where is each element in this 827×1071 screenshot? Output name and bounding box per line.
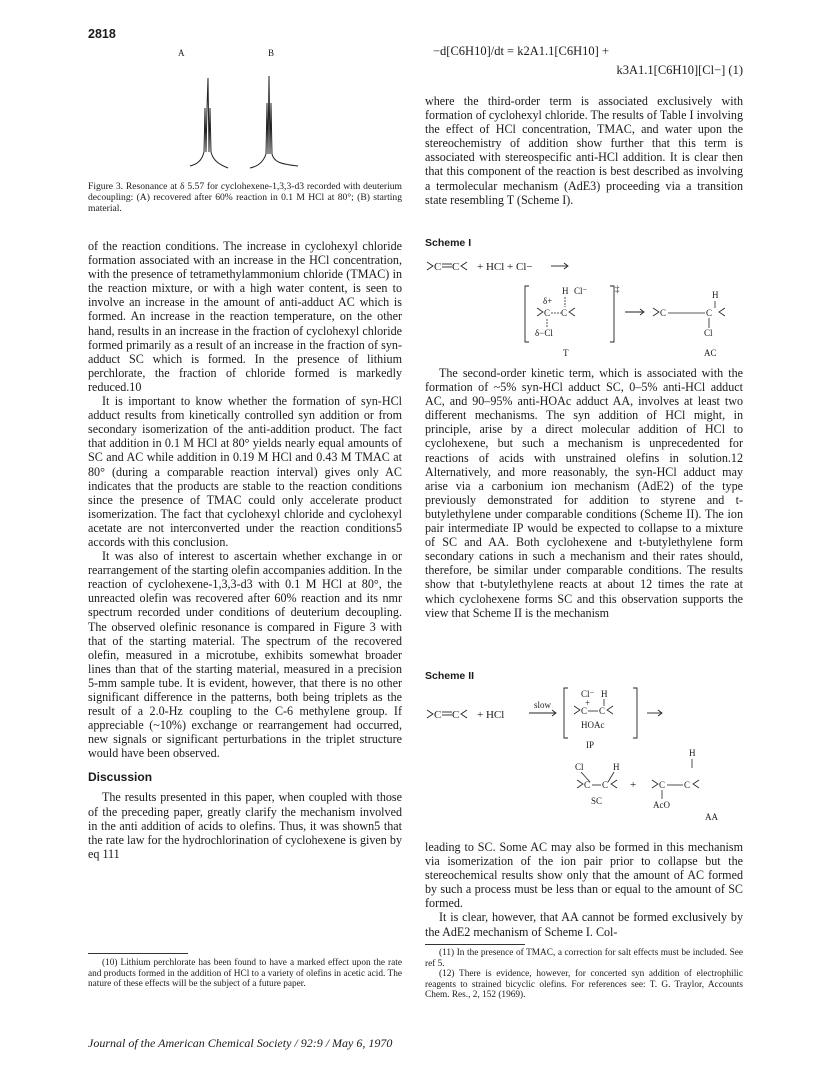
equation-line-1: −d[C6H10]/dt = k2A1.1[C6H10] + bbox=[433, 44, 610, 58]
svg-text:H: H bbox=[613, 762, 620, 772]
figure-3-caption: Figure 3. Resonance at δ 5.57 for cyclohexene-1,3,3-d3 recorded with deuterium decoupling: (A) recovered after 60% reaction in 0.1 M HCl at 80°; (B) starting material. bbox=[88, 181, 402, 214]
scheme-1-title: Scheme I bbox=[425, 237, 472, 249]
svg-text:C: C bbox=[602, 780, 609, 790]
label-ac: AC bbox=[704, 348, 717, 358]
svg-text:C: C bbox=[599, 706, 606, 716]
left-paragraph-3: It was also of interest to ascertain whether exchange in or rearrangement of the starting olefin accompanies addition. In the reaction of cyclohexene-1,3,3-d3 with 0.1 M HCl at 80°, the unreacted olefin was recovered after 60% reaction and its nmr spectrum recorded under conditions of deuterium decoupling. The observed olefinic resonance is compared in Figure 3 with that of the starting material. The spectrum of the recovered olefin, measured in a microtube, exhibits somewhat broader lines than that of the starting material, measured in a precision 5-mm sample tube. It is evident, however, that there is no other significant difference in the patterns, both being triplets as the result of a 2.0-Hz coupling to the C-6 methylene group. If appreciable (~10%) exchange or rearrangement had occurred, new signals or significant perturbations in the triplet structure would have been observed. bbox=[88, 549, 402, 761]
svg-text:C: C bbox=[706, 308, 713, 318]
svg-text:Cl: Cl bbox=[575, 762, 584, 772]
svg-text:C: C bbox=[544, 308, 551, 318]
slow-label: slow bbox=[534, 700, 552, 710]
right-text-tail bbox=[425, 840, 743, 939]
svg-text:Cl: Cl bbox=[704, 328, 713, 338]
spectrum-trace-a bbox=[190, 78, 228, 168]
scheme-1-reactants: + HCl + Cl− bbox=[477, 261, 533, 273]
svg-text:H: H bbox=[601, 689, 608, 699]
spectrum-label-b: B bbox=[268, 48, 275, 58]
product-ac bbox=[653, 290, 725, 358]
right-paragraph-1: where the third-order term is associated exclusively with formation of cyclohexyl chloride. The results of Table I involving the effect of HCl concentration, TMAC, and water upon the stereochemistry of addition show further that this term is associated with stereospecific anti-HCl addition. It is clear then that this component of the reaction is best described as involving a termolecular mechanism (AdE3) proceeding via a transition state resembling T (Scheme I). bbox=[425, 94, 743, 207]
label-sc: SC bbox=[591, 796, 603, 806]
right-paragraph-4: It is clear, however, that AA cannot be formed exclusively by the AdE2 mechanism of Scheme I. Col- bbox=[425, 910, 743, 939]
scheme-2-reactants: + HCl bbox=[477, 709, 505, 721]
plus-sign: + bbox=[630, 779, 637, 791]
equation-line-2: k3A1.1[C6H10][Cl−] (1) bbox=[616, 63, 743, 77]
scheme-1 bbox=[425, 252, 743, 364]
discussion-paragraph: The results presented in this paper, when coupled with those of the preceding paper, greatly clarify the mechanism involved in the anti addition of acids to olefins. Thus, it was shown5 that the rate law for the hydrochlorination of cyclohexene is given by eq 111 bbox=[88, 790, 402, 861]
svg-text:H: H bbox=[689, 748, 696, 758]
svg-text:C: C bbox=[584, 780, 591, 790]
svg-text:C: C bbox=[434, 261, 442, 273]
svg-text:Cl⁻: Cl⁻ bbox=[574, 286, 588, 296]
discussion-heading: Discussion bbox=[88, 770, 153, 785]
svg-text:C: C bbox=[452, 261, 460, 273]
olefin-structure bbox=[427, 261, 467, 273]
scheme-2-title: Scheme II bbox=[425, 670, 475, 682]
svg-text:Cl⁻: Cl⁻ bbox=[581, 689, 595, 699]
svg-text:HOAc: HOAc bbox=[581, 720, 605, 730]
ion-pair-ip bbox=[564, 688, 637, 750]
nmr-spectrum bbox=[150, 48, 350, 178]
svg-text:C: C bbox=[660, 308, 667, 318]
spectrum-label-a: A bbox=[178, 48, 185, 58]
svg-text:H: H bbox=[712, 290, 719, 300]
footnote-12: (12) There is evidence, however, for concerted syn addition of electrophilic reagents to strained bicyclic olefins. For references see: T. G. Traylor, Accounts Chem. Res., 2, 152 (1969). bbox=[425, 969, 743, 1001]
svg-text:C: C bbox=[452, 709, 460, 721]
svg-text:AcO: AcO bbox=[653, 800, 670, 810]
svg-text:+: + bbox=[585, 698, 591, 708]
left-paragraph-2: It is important to know whether the formation of syn-HCl adduct results from kinetically controlled syn addition or from secondary isomerization of the anti-addition product. The fact that addition in 0.1 M HCl at 80° yields nearly equal amounts of SC and AC while addition in 0.19 M HCl and 0.43 M TMAC at 80° (during a comparable reaction interval) gives only AC indicates that the products are stable to the reaction conditions since the presence of TMAC could only accelerate product isomerization. The fact that cyclohexyl chloride and cyclohexyl acetate are not interconverted under the reaction conditions5 accords with this conclusion. bbox=[88, 394, 402, 549]
svg-text:H: H bbox=[562, 286, 569, 296]
left-text-block bbox=[88, 239, 402, 861]
product-sc bbox=[575, 762, 620, 806]
svg-text:C: C bbox=[581, 706, 588, 716]
footnote-rule bbox=[88, 953, 188, 954]
right-footnotes bbox=[425, 948, 743, 1001]
footnote-11: (11) In the presence of TMAC, a correction for salt effects must be included. See ref 5. bbox=[425, 948, 743, 969]
left-paragraph-1: of the reaction conditions. The increase in cyclohexyl chloride formation associated with an increase in the HCl concentration, with the presence of tetramethylammonium chloride (TMAC) in the reaction mixture, or with a high water content, is seen to involve an increase in the amount of anti-adduct AC which is formed. An increase in the reaction temperature, on the other hand, results in an increase in the fraction of cyclohexyl chloride formed primarily as a result of an increase in the fraction of syn-adduct SC which is formed. In the presence of lithium perchlorate, the fraction of chloride formed is markedly reduced.10 bbox=[88, 239, 402, 394]
label-aa: AA bbox=[705, 812, 718, 822]
svg-text:‡: ‡ bbox=[615, 284, 620, 294]
product-aa bbox=[652, 748, 718, 822]
footnote-rule-right bbox=[425, 944, 525, 945]
equation-1 bbox=[425, 44, 743, 78]
journal-footer: Journal of the American Chemical Society / 92:9 / May 6, 1970 bbox=[88, 1036, 393, 1050]
scheme-2 bbox=[425, 686, 743, 828]
svg-text:C: C bbox=[659, 780, 666, 790]
svg-text:δ−Cl: δ−Cl bbox=[535, 328, 553, 338]
figure-3 bbox=[150, 48, 350, 178]
svg-text:C: C bbox=[561, 308, 568, 318]
label-t: T bbox=[563, 348, 569, 358]
svg-text:C: C bbox=[434, 709, 442, 721]
right-paragraph-2: The second-order kinetic term, which is associated with the formation of ~5% syn-HCl adduct SC, 0–5% anti-HCl adduct AC, and 90–95% anti-HOAc adduct AA, involves at least two different mechanisms. The syn addition of HCl might, in principle, arise by a direct molecular addition of HCl to cyclohexene, but such a mechanism is unprecedented for reactions of acids with unstrained olefins in solution.12 Alternatively, and more reasonably, the syn-HCl adduct may arise via a carbonium ion mechanism (AdE2) of the type previously demonstrated for addition to styrene and t-butylethylene under comparable conditions (Scheme II). The ion pair intermediate IP would be expected to collapse to a mixture of SC and AA. Both cyclohexene and t-butylethylene form secondary cations in such a mechanism and their rates should, therefore, be similar under comparable conditions. The results show that t-butylethylene reacts at about 12 times the rate at which cyclohexene forms SC and this observation supports the view that Scheme II is the mechanism bbox=[425, 366, 743, 620]
label-ip: IP bbox=[586, 740, 595, 750]
spectrum-trace-b bbox=[250, 76, 298, 168]
footnote-10: (10) Lithium perchlorate has been found to have a marked effect upon the rate and products formed in the addition of HCl to a variety of olefins in acetic acid. The nature of these effects will be the subject of a future paper. bbox=[88, 958, 402, 990]
svg-text:C: C bbox=[684, 780, 691, 790]
svg-text:δ+: δ+ bbox=[543, 296, 553, 306]
right-paragraph-3: leading to SC. Some AC may also be formed in this mechanism via isomerization of the ion pair prior to collapse but the stereochemical results show only that the amount of AC formed by such a process must be less than or equal to the amount of SC formed. bbox=[425, 840, 743, 911]
olefin-structure-2 bbox=[427, 709, 467, 721]
page-number: 2818 bbox=[88, 27, 116, 41]
transition-state-t bbox=[525, 284, 620, 358]
